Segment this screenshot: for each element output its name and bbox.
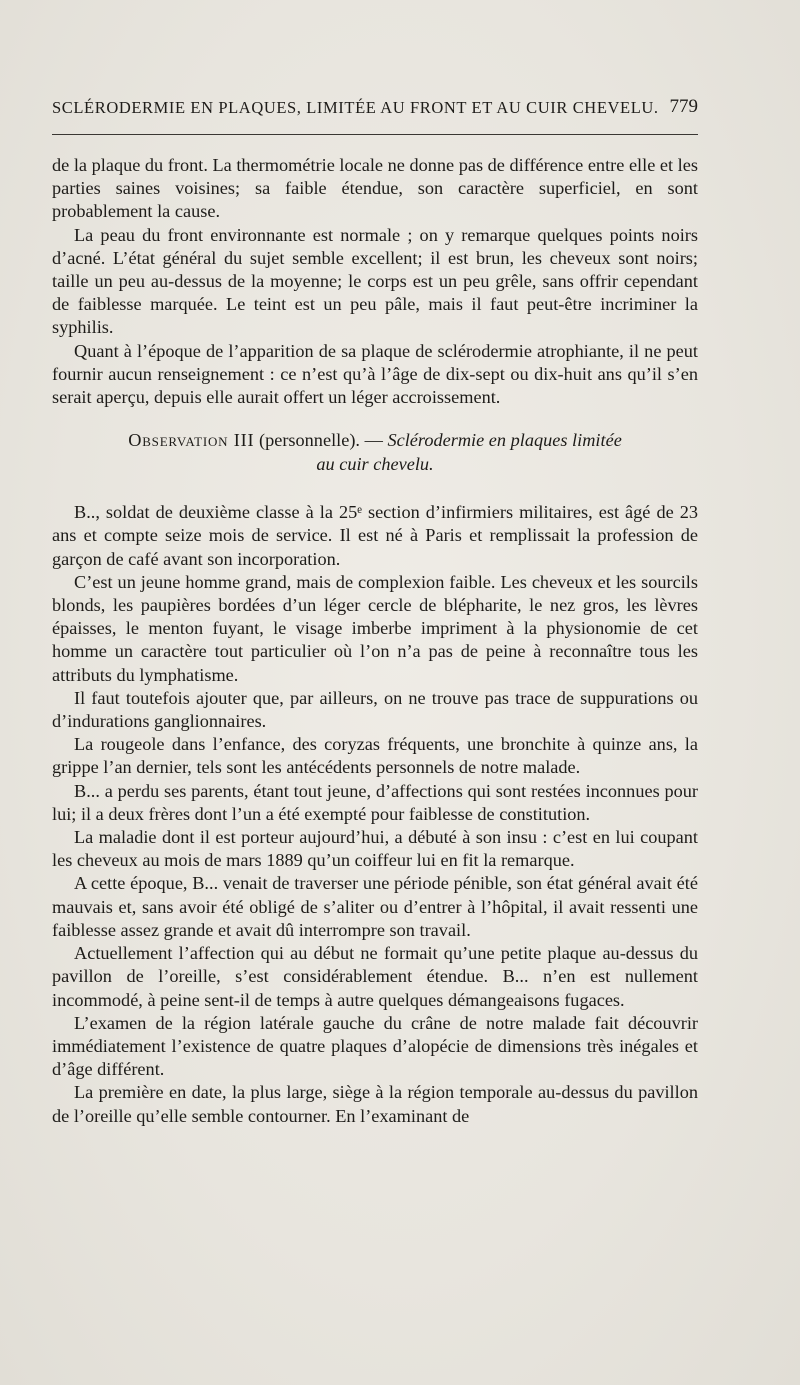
- header-rule: [52, 134, 698, 135]
- paragraph: L’examen de la région latérale gauche du crâne de notre malade fait découvrir immédiatement l’existence de quatre plaques d’alopécie de dimensions très inégales et d’âge différent.: [52, 1012, 698, 1080]
- paragraph: C’est un jeune homme grand, mais de complexion faible. Les cheveux et les sourcils blonds, les paupières bordées d’un léger cercle de blépharite, le nez gros, les lèvres épaisses, le menton fuyant, le visage imberbe impriment à la physionomie de cet homme un caractère tout particulier où l’on n’a pas de peine à reconnaître tous les attributs du lymphatisme.: [52, 571, 698, 685]
- observation-heading: [52, 428, 698, 476]
- paragraph: La peau du front environnante est normale ; on y remarque quelques points noirs d’acné. L’état général du sujet semble excellent; il est brun, les cheveux sont noirs; taille un peu au-dessus de la moyenne; le corps est un peu grêle, sans offrir cependant de faiblesse marquée. Le teint est un peu pâle, mais il faut peut-être incriminer la syphilis.: [52, 224, 698, 338]
- paragraph: B.., soldat de deuxième classe à la 25ᵉ section d’infirmiers militaires, est âgé de 23 ans et compte seize mois de service. Il est né à Paris et remplissait la profession de garçon de café avant son incorporation.: [52, 502, 698, 569]
- paragraph: La première en date, la plus large, siège à la région temporale au-dessus du pavillon de l’oreille qu’elle semble contourner. En l’examinant de: [52, 1082, 698, 1126]
- paragraph: A cette époque, B... venait de traverser une période pénible, son état général avait été mauvais et, sans avoir été obligé de s’aliter ou d’entrer à l’hôpital, il avait ressenti une faiblesse assez grande et avait dû interrompre son travail.: [52, 873, 698, 940]
- paragraph: Actuellement l’affection qui au début ne formait qu’une petite plaque au-dessus du pavillon de l’oreille, s’est considérablement étendue. B... n’en est nullement incommodé, à peine sent-il de temps à autre quelques démangeaisons fugaces.: [52, 943, 698, 1010]
- observation-label: Observation III: [128, 430, 255, 451]
- body-text: [52, 154, 698, 1128]
- paragraph: B... a perdu ses parents, étant tout jeune, d’affections qui sont restées inconnues pour lui; il a deux frères dont l’un a été exempté pour faiblesse de constitution.: [52, 780, 698, 824]
- page-header: [52, 98, 698, 124]
- page-number: 779: [669, 96, 698, 117]
- paragraph: La maladie dont il est porteur aujourd’hui, a débuté à son insu : c’est en lui coupant les cheveux au mois de mars 1889 qu’un coiffeur lui en fit la remarque.: [52, 827, 698, 871]
- observation-subject-line1: Sclérodermie en plaques limitée: [387, 430, 622, 451]
- paragraph: de la plaque du front. La thermométrie locale ne donne pas de différence entre elle et les parties saines voisines; sa faible étendue, son caractère superficiel, en sont probablement la cause.: [52, 155, 698, 222]
- observation-dash: —: [364, 430, 383, 451]
- running-title: SCLÉRODERMIE EN PLAQUES, LIMITÉE AU FRONT ET AU CUIR CHEVELU.: [52, 98, 659, 117]
- paragraph: Il faut toutefois ajouter que, par ailleurs, on ne trouve pas trace de suppurations ou d’indurations ganglionnaires.: [52, 687, 698, 732]
- paragraph: Quant à l’époque de l’apparition de sa plaque de sclérodermie atrophiante, il ne peut fournir aucun renseignement : ce n’est qu’à l’âge de dix-sept ou dix-huit ans qu’il s’en serait aperçu, depuis elle aurait offert un léger accroissement.: [52, 340, 698, 408]
- observation-subject-line2: au cuir chevelu.: [316, 454, 434, 475]
- observation-qualifier: (personnelle).: [258, 430, 360, 451]
- paragraph: La rougeole dans l’enfance, des coryzas fréquents, une bronchite à quinze ans, la grippe l’an dernier, tels sont les antécédents personnels de notre malade.: [52, 734, 698, 778]
